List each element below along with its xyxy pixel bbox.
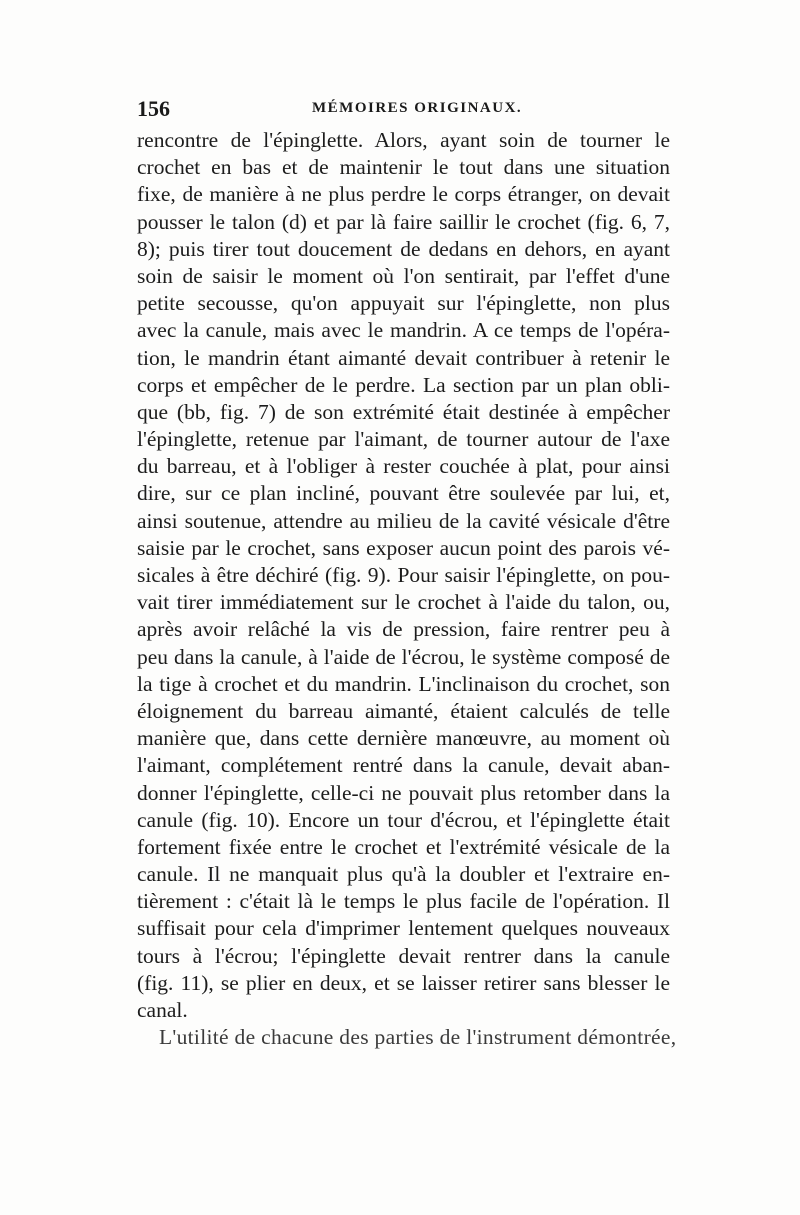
page-number: 156 xyxy=(137,96,170,121)
text-line: canal. xyxy=(137,998,188,1022)
text-line: pousser le talon (d) et par là faire saillir le crochet (fig. 6, 7, xyxy=(137,209,670,234)
text-line: tièrement : c'était là le temps le plus facile de l'opération. Il xyxy=(137,889,670,914)
text-line: fortement fixée entre le crochet et l'extrémité vésicale de la xyxy=(137,834,670,859)
text-line: peu dans la canule, à l'aide de l'écrou, le système composé de xyxy=(137,644,670,669)
text-line: petite secousse, qu'on appuyait sur l'épinglette, non plus xyxy=(137,291,670,316)
text-line: 8); puis tirer tout doucement de dedans en dehors, en ayant xyxy=(137,236,670,261)
text-line: ainsi soutenue, attendre au milieu de la cavité vésicale d'être xyxy=(137,508,670,533)
page-header xyxy=(137,96,670,126)
text-line: donner l'épinglette, celle-ci ne pouvait plus retomber dans la xyxy=(137,780,670,805)
text-line: crochet en bas et de maintenir le tout dans une situation xyxy=(137,155,670,180)
text-line: l'aimant, complétement rentré dans la canule, devait aban- xyxy=(137,753,670,778)
text-line: après avoir relâché la vis de pression, faire rentrer peu à xyxy=(137,617,670,642)
text-line: tion, le mandrin étant aimanté devait contribuer à retenir le xyxy=(137,345,670,370)
text-line: vait tirer immédiatement sur le crochet à l'aide du talon, ou, xyxy=(137,590,670,615)
text-line: l'épinglette, retenue par l'aimant, de tourner autour de l'axe xyxy=(137,427,670,452)
text-line: suffisait pour cela d'imprimer lentement quelques nouveaux xyxy=(137,916,670,941)
text-line: que (bb, fig. 7) de son extrémité était destinée à empêcher xyxy=(137,399,670,424)
text-line: tours à l'écrou; l'épinglette devait rentrer dans la canule xyxy=(137,943,670,968)
text-line: dire, sur ce plan incliné, pouvant être soulevée par lui, et, xyxy=(137,481,670,506)
text-line: éloignement du barreau aimanté, étaient calculés de telle xyxy=(137,698,670,723)
text-line: canule (fig. 10). Encore un tour d'écrou, et l'épinglette était xyxy=(137,807,670,832)
text-line: manière que, dans cette dernière manœuvre, au moment où xyxy=(137,726,670,751)
text-line: (fig. 11), se plier en deux, et se laisser retirer sans blesser le xyxy=(137,970,670,995)
text-line: corps et empêcher de le perdre. La section par un plan obli- xyxy=(137,372,670,397)
text-line: canule. Il ne manquait plus qu'à la doubler et l'extraire en- xyxy=(137,862,670,887)
text-line: rencontre de l'épinglette. Alors, ayant soin de tourner le xyxy=(137,128,670,152)
text-line: soin de saisir le moment où l'on sentirait, par l'effet d'une xyxy=(137,263,670,288)
text-line: avec la canule, mais avec le mandrin. A ce temps de l'opéra- xyxy=(137,318,670,343)
text-line: saisie par le crochet, sans exposer aucun point des parois vé- xyxy=(137,535,670,560)
body-text xyxy=(137,127,677,1051)
text-line: fixe, de manière à ne plus perdre le corps étranger, on devait xyxy=(137,182,670,207)
text-line: du barreau, et à l'obliger à rester couchée à plat, pour ainsi xyxy=(137,454,670,479)
text-line: sicales à être déchiré (fig. 9). Pour saisir l'épinglette, on pou- xyxy=(137,563,670,587)
text-line: L'utilité de chacune des parties de l'instrument démontrée, xyxy=(159,1025,677,1050)
running-head: MÉMOIRES ORIGINAUX. xyxy=(312,100,523,116)
text-line: la tige à crochet et du mandrin. L'inclinaison du crochet, son xyxy=(137,671,670,696)
